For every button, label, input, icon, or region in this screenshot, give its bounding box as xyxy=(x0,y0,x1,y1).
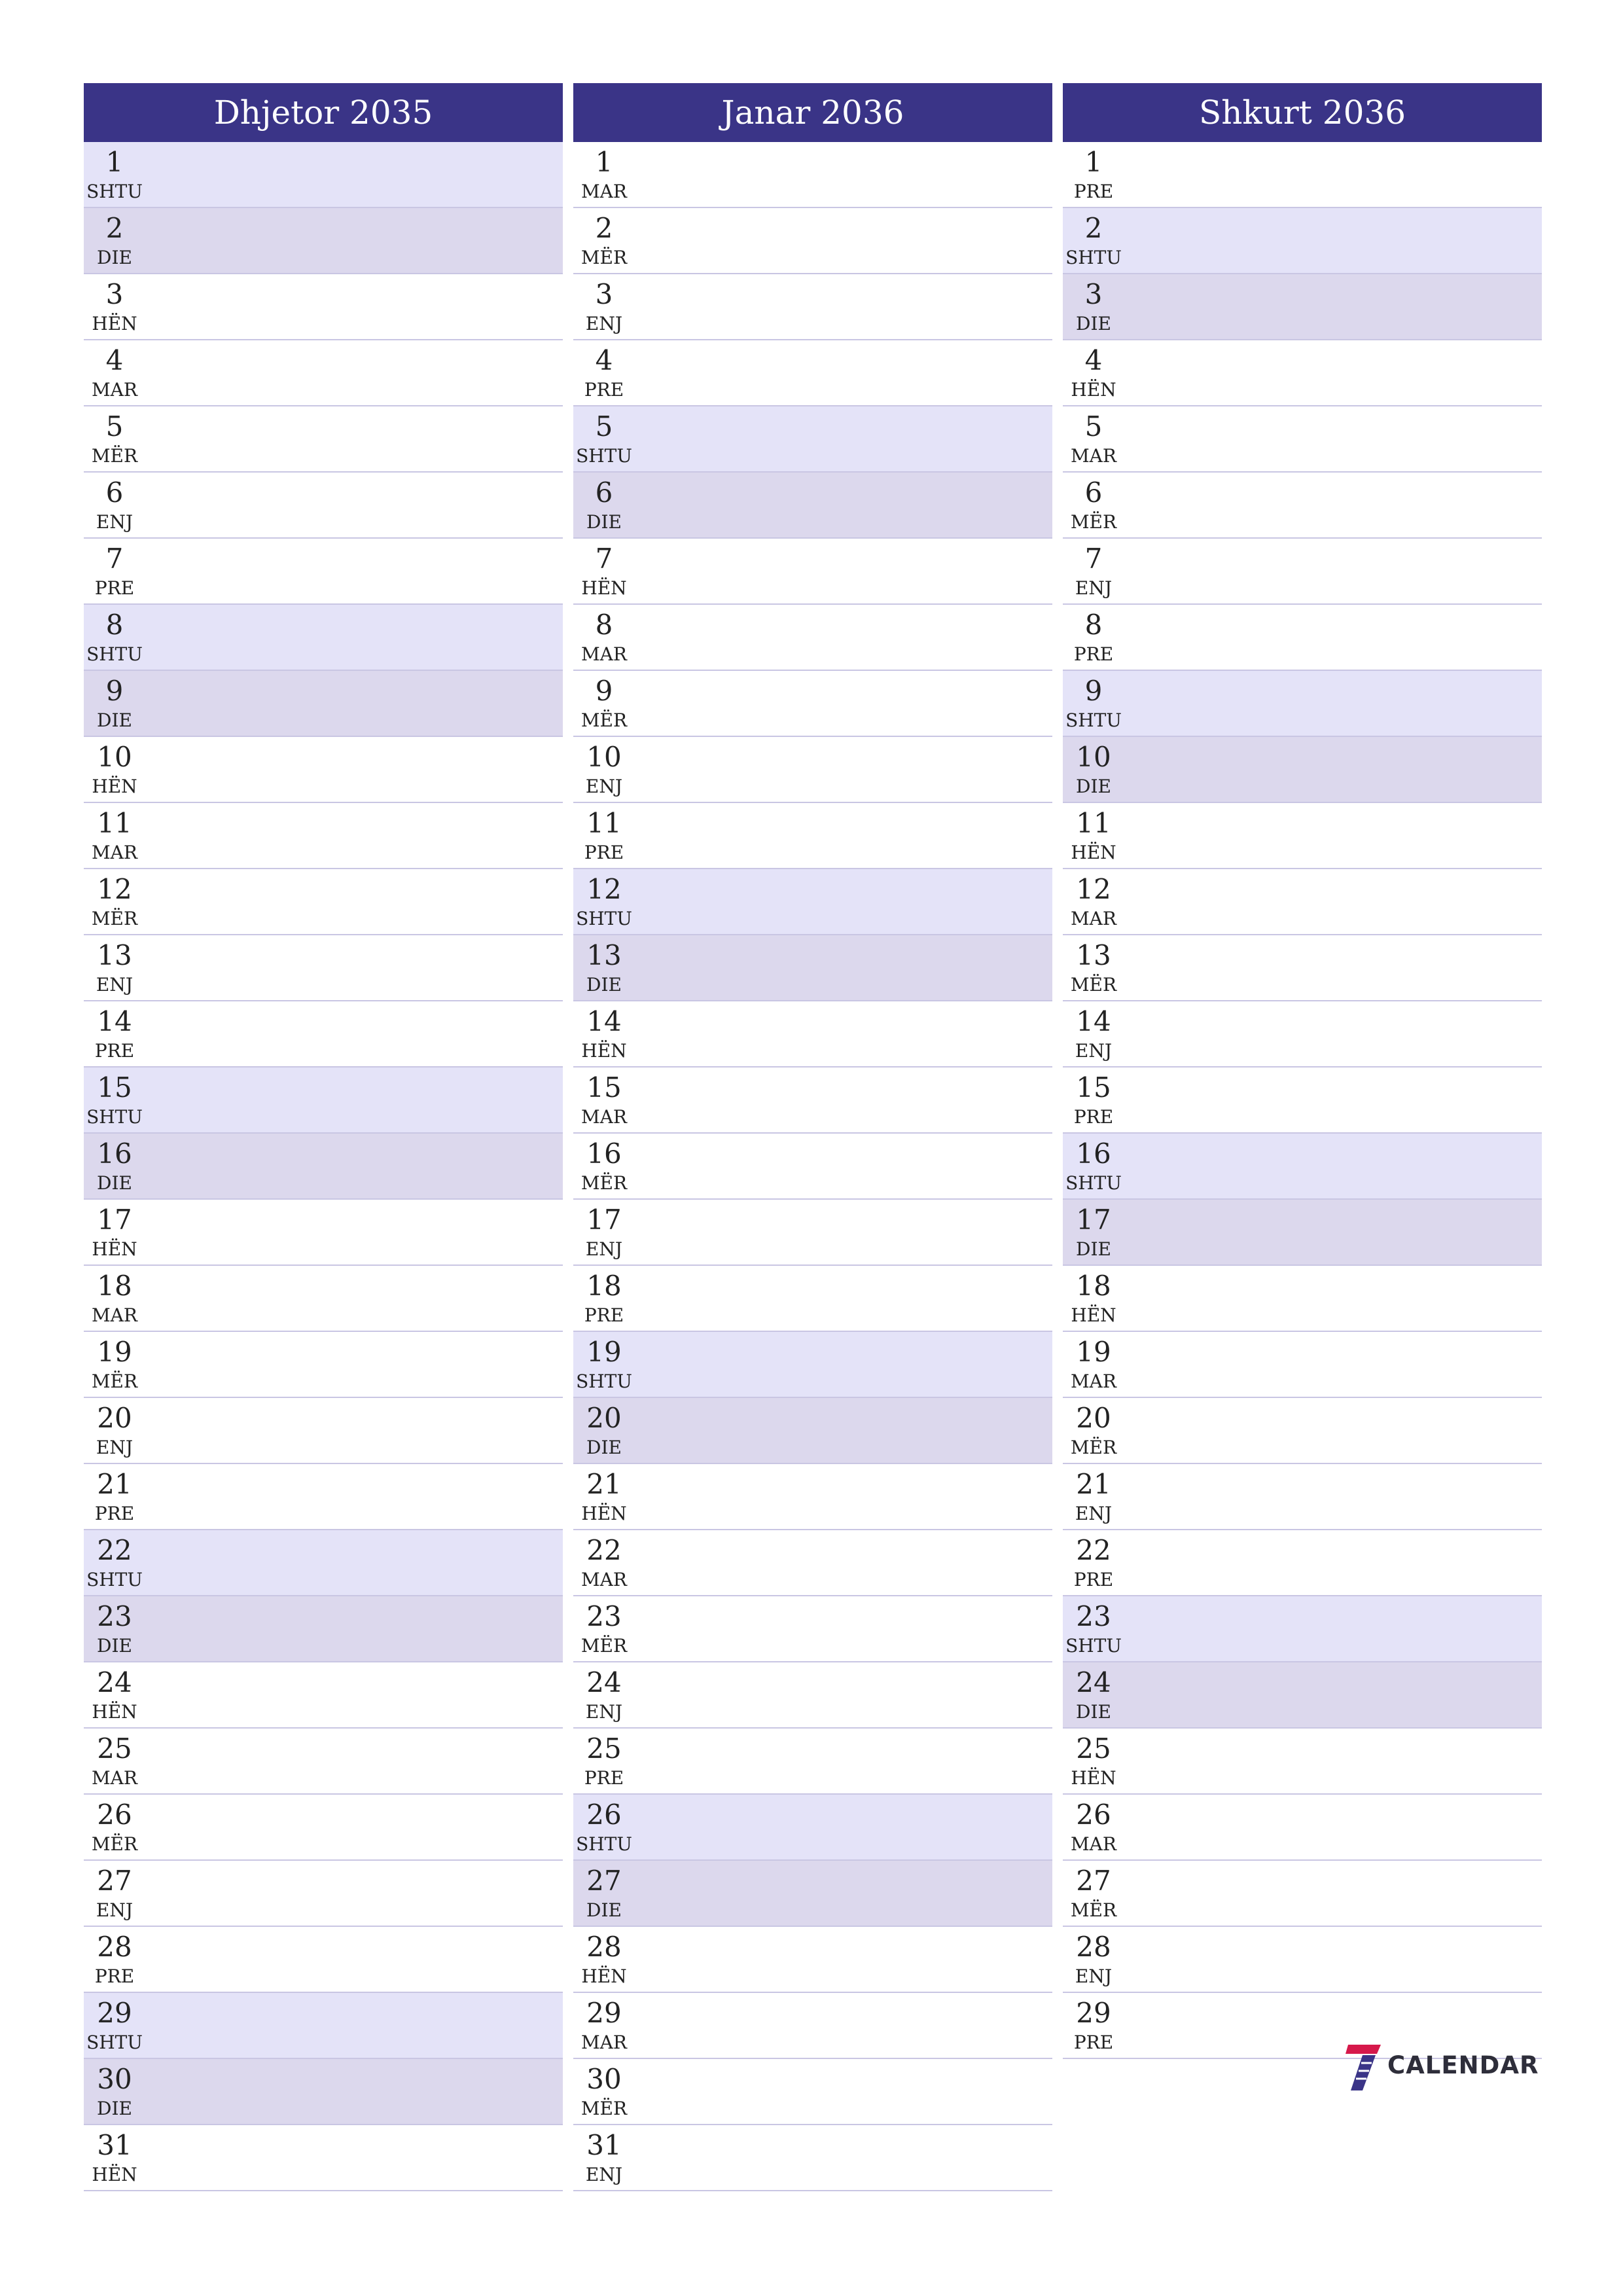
day-number: 12 xyxy=(97,873,132,905)
day-row xyxy=(573,208,1052,274)
day-number: 6 xyxy=(595,476,613,509)
day-row xyxy=(573,737,1052,803)
weekday-label: PRE xyxy=(1073,1106,1114,1128)
weekday-label: MËR xyxy=(91,445,138,467)
day-row xyxy=(573,1266,1052,1332)
month-title: Janar 2036 xyxy=(573,83,1052,142)
day-row xyxy=(84,142,563,208)
weekday-label: ENJ xyxy=(585,313,623,334)
day-number: 15 xyxy=(586,1071,622,1103)
weekday-label: HËN xyxy=(92,313,137,334)
weekday-label: PRE xyxy=(1073,643,1114,665)
day-number: 30 xyxy=(97,2063,132,2095)
weekday-label: MAR xyxy=(1071,445,1116,467)
day-row xyxy=(573,2059,1052,2125)
day-row xyxy=(84,1662,563,1729)
day-number: 29 xyxy=(586,1997,622,2029)
weekday-label: MËR xyxy=(1070,1437,1117,1458)
weekday-label: SHTU xyxy=(86,2032,143,2053)
day-number: 23 xyxy=(97,1600,132,1632)
weekday-label: SHTU xyxy=(86,1106,143,1128)
weekday-label: PRE xyxy=(584,1304,624,1326)
day-row xyxy=(84,473,563,539)
day-number: 2 xyxy=(1084,212,1103,244)
weekday-label: MËR xyxy=(580,1172,628,1194)
day-row xyxy=(573,1927,1052,1993)
day-row xyxy=(84,935,563,1001)
day-number: 31 xyxy=(97,2129,132,2161)
day-number: 11 xyxy=(586,807,622,839)
day-number: 30 xyxy=(586,2063,622,2095)
day-row xyxy=(84,869,563,935)
weekday-label: MAR xyxy=(581,1569,627,1590)
day-row xyxy=(1063,1067,1542,1134)
day-row xyxy=(84,803,563,869)
day-row xyxy=(1063,671,1542,737)
day-number: 13 xyxy=(586,939,622,971)
day-number: 20 xyxy=(1076,1402,1111,1434)
day-row xyxy=(1063,1464,1542,1530)
day-number: 26 xyxy=(97,1799,132,1831)
day-number: 17 xyxy=(586,1204,622,1236)
day-number: 29 xyxy=(1076,1997,1111,2029)
weekday-label: MAR xyxy=(1071,1371,1116,1392)
day-row xyxy=(84,274,563,340)
day-number: 3 xyxy=(595,278,613,310)
weekday-label: MAR xyxy=(1071,908,1116,929)
day-row xyxy=(1063,539,1542,605)
weekday-label: HËN xyxy=(581,577,627,599)
day-number: 28 xyxy=(1076,1931,1111,1963)
day-row xyxy=(84,1795,563,1861)
weekday-label: HËN xyxy=(92,1238,137,1260)
weekday-label: DIE xyxy=(1076,776,1111,797)
day-number: 16 xyxy=(586,1138,622,1170)
weekday-label: DIE xyxy=(586,1437,622,1458)
day-row xyxy=(1063,869,1542,935)
weekday-label: SHTU xyxy=(1065,1635,1122,1657)
day-number: 21 xyxy=(97,1468,132,1500)
day-row xyxy=(84,340,563,406)
day-number: 10 xyxy=(1076,741,1111,773)
day-row xyxy=(573,1134,1052,1200)
weekday-label: SHTU xyxy=(576,1833,632,1855)
day-row xyxy=(84,1200,563,1266)
day-row xyxy=(1063,473,1542,539)
weekday-label: DIE xyxy=(1076,1238,1111,1260)
day-row xyxy=(573,1729,1052,1795)
day-number: 7 xyxy=(595,543,613,575)
day-row xyxy=(1063,605,1542,671)
day-number: 26 xyxy=(586,1799,622,1831)
day-number: 22 xyxy=(586,1534,622,1566)
day-number: 1 xyxy=(1084,146,1103,178)
day-row xyxy=(84,1398,563,1464)
day-row xyxy=(84,1927,563,1993)
day-number: 14 xyxy=(97,1005,132,1037)
weekday-label: MAR xyxy=(92,1304,137,1326)
weekday-label: HËN xyxy=(92,1701,137,1723)
day-row xyxy=(573,1464,1052,1530)
day-number: 24 xyxy=(586,1666,622,1698)
weekday-label: MËR xyxy=(580,1635,628,1657)
day-number: 9 xyxy=(595,675,613,707)
weekday-label: SHTU xyxy=(576,1371,632,1392)
weekday-label: DIE xyxy=(97,2098,132,2119)
weekday-label: MËR xyxy=(580,709,628,731)
day-row xyxy=(573,803,1052,869)
weekday-label: SHTU xyxy=(1065,709,1122,731)
day-number: 5 xyxy=(595,410,613,442)
day-number: 4 xyxy=(105,344,124,376)
day-number: 22 xyxy=(97,1534,132,1566)
day-row xyxy=(573,1332,1052,1398)
day-row xyxy=(84,671,563,737)
day-number: 17 xyxy=(97,1204,132,1236)
day-row xyxy=(84,1134,563,1200)
day-number: 5 xyxy=(105,410,124,442)
day-list xyxy=(1063,142,1542,2059)
day-number: 18 xyxy=(1076,1270,1111,1302)
day-row xyxy=(84,1266,563,1332)
day-row xyxy=(1063,1200,1542,1266)
weekday-label: PRE xyxy=(94,577,135,599)
weekday-label: PRE xyxy=(94,1503,135,1524)
day-number: 27 xyxy=(586,1865,622,1897)
weekday-label: ENJ xyxy=(96,974,134,996)
day-row xyxy=(84,1067,563,1134)
weekday-label: SHTU xyxy=(86,1569,143,1590)
weekday-label: MËR xyxy=(1070,974,1117,996)
day-number: 18 xyxy=(586,1270,622,1302)
day-number: 4 xyxy=(595,344,613,376)
day-row xyxy=(1063,1729,1542,1795)
weekday-label: PRE xyxy=(94,1040,135,1062)
weekday-label: MAR xyxy=(92,379,137,401)
day-number: 12 xyxy=(586,873,622,905)
month-column-february xyxy=(1063,83,1542,2059)
weekday-label: HËN xyxy=(1071,379,1116,401)
day-row xyxy=(573,473,1052,539)
day-row xyxy=(84,1993,563,2059)
day-number: 25 xyxy=(586,1732,622,1765)
day-row xyxy=(573,340,1052,406)
day-row xyxy=(1063,1861,1542,1927)
day-row xyxy=(573,1067,1052,1134)
day-row xyxy=(84,1464,563,1530)
day-row xyxy=(1063,340,1542,406)
weekday-label: HËN xyxy=(92,2164,137,2185)
weekday-label: PRE xyxy=(1073,2032,1114,2053)
calendar-logo xyxy=(1343,2041,1539,2093)
day-row xyxy=(1063,1398,1542,1464)
weekday-label: ENJ xyxy=(96,1899,134,1921)
day-number: 23 xyxy=(586,1600,622,1632)
day-number: 25 xyxy=(97,1732,132,1765)
month-title: Shkurt 2036 xyxy=(1063,83,1542,142)
day-number: 17 xyxy=(1076,1204,1111,1236)
weekday-label: DIE xyxy=(586,974,622,996)
day-row xyxy=(1063,208,1542,274)
day-number: 8 xyxy=(105,609,124,641)
day-row xyxy=(1063,1530,1542,1596)
weekday-label: ENJ xyxy=(96,511,134,533)
weekday-label: ENJ xyxy=(585,1238,623,1260)
day-number: 19 xyxy=(1076,1336,1111,1368)
weekday-label: PRE xyxy=(584,842,624,863)
weekday-label: HËN xyxy=(581,1040,627,1062)
day-row xyxy=(573,671,1052,737)
day-row xyxy=(1063,803,1542,869)
day-number: 4 xyxy=(1084,344,1103,376)
day-row xyxy=(573,2125,1052,2191)
day-number: 27 xyxy=(1076,1865,1111,1897)
day-row xyxy=(84,605,563,671)
day-number: 15 xyxy=(97,1071,132,1103)
day-row xyxy=(573,1200,1052,1266)
day-row xyxy=(1063,1927,1542,1993)
weekday-label: ENJ xyxy=(585,1701,623,1723)
day-number: 22 xyxy=(1076,1534,1111,1566)
weekday-label: PRE xyxy=(1073,1569,1114,1590)
day-number: 18 xyxy=(97,1270,132,1302)
day-row xyxy=(84,2125,563,2191)
day-number: 20 xyxy=(97,1402,132,1434)
day-number: 12 xyxy=(1076,873,1111,905)
day-row xyxy=(1063,1134,1542,1200)
weekday-label: HËN xyxy=(581,1965,627,1987)
weekday-label: SHTU xyxy=(1065,247,1122,268)
day-number: 21 xyxy=(586,1468,622,1500)
day-row xyxy=(1063,142,1542,208)
day-number: 2 xyxy=(105,212,124,244)
month-title: Dhjetor 2035 xyxy=(84,83,563,142)
day-number: 28 xyxy=(586,1931,622,1963)
day-row xyxy=(84,737,563,803)
day-row xyxy=(1063,935,1542,1001)
day-row xyxy=(1063,737,1542,803)
weekday-label: MAR xyxy=(581,1106,627,1128)
weekday-label: DIE xyxy=(1076,1701,1111,1723)
day-number: 15 xyxy=(1076,1071,1111,1103)
weekday-label: ENJ xyxy=(1075,1503,1113,1524)
weekday-label: SHTU xyxy=(86,181,143,202)
weekday-label: MAR xyxy=(92,1767,137,1789)
day-number: 14 xyxy=(586,1005,622,1037)
weekday-label: MËR xyxy=(1070,511,1117,533)
day-row xyxy=(573,539,1052,605)
day-row xyxy=(573,605,1052,671)
weekday-label: DIE xyxy=(586,511,622,533)
day-number: 6 xyxy=(1084,476,1103,509)
weekday-label: MËR xyxy=(91,1371,138,1392)
day-list xyxy=(84,142,563,2191)
day-row xyxy=(84,1596,563,1662)
weekday-label: DIE xyxy=(97,709,132,731)
day-row xyxy=(1063,1266,1542,1332)
weekday-label: MAR xyxy=(581,2032,627,2053)
weekday-label: DIE xyxy=(97,247,132,268)
day-number: 2 xyxy=(595,212,613,244)
weekday-label: DIE xyxy=(97,1172,132,1194)
weekday-label: MËR xyxy=(580,2098,628,2119)
weekday-label: HËN xyxy=(1071,1767,1116,1789)
weekday-label: MAR xyxy=(92,842,137,863)
weekday-label: ENJ xyxy=(1075,1965,1113,1987)
day-number: 5 xyxy=(1084,410,1103,442)
day-number: 25 xyxy=(1076,1732,1111,1765)
day-number: 24 xyxy=(1076,1666,1111,1698)
day-number: 7 xyxy=(1084,543,1103,575)
weekday-label: DIE xyxy=(586,1899,622,1921)
weekday-label: PRE xyxy=(1073,181,1114,202)
day-row xyxy=(573,274,1052,340)
day-number: 24 xyxy=(97,1666,132,1698)
day-number: 3 xyxy=(105,278,124,310)
day-row xyxy=(1063,1001,1542,1067)
day-row xyxy=(84,1332,563,1398)
day-number: 11 xyxy=(97,807,132,839)
weekday-label: PRE xyxy=(94,1965,135,1987)
weekday-label: MËR xyxy=(91,908,138,929)
weekday-label: PRE xyxy=(584,379,624,401)
day-number: 13 xyxy=(97,939,132,971)
weekday-label: HËN xyxy=(1071,1304,1116,1326)
day-list xyxy=(573,142,1052,2191)
day-row xyxy=(573,1861,1052,1927)
day-number: 10 xyxy=(97,741,132,773)
day-row xyxy=(84,406,563,473)
weekday-label: DIE xyxy=(97,1635,132,1657)
day-number: 14 xyxy=(1076,1005,1111,1037)
day-row xyxy=(573,1530,1052,1596)
day-row xyxy=(1063,406,1542,473)
weekday-label: MAR xyxy=(581,181,627,202)
day-number: 9 xyxy=(1084,675,1103,707)
weekday-label: ENJ xyxy=(585,776,623,797)
seven-calendar-logo-icon xyxy=(1343,2041,1382,2093)
day-row xyxy=(1063,1662,1542,1729)
day-row xyxy=(573,1596,1052,1662)
weekday-label: ENJ xyxy=(1075,1040,1113,1062)
day-row xyxy=(573,406,1052,473)
logo-wordmark: CALENDAR xyxy=(1387,2051,1539,2079)
day-row xyxy=(573,142,1052,208)
day-row xyxy=(84,1729,563,1795)
weekday-label: SHTU xyxy=(576,908,632,929)
weekday-label: HËN xyxy=(581,1503,627,1524)
day-number: 29 xyxy=(97,1997,132,2029)
day-row xyxy=(84,2059,563,2125)
day-number: 1 xyxy=(105,146,124,178)
day-row xyxy=(573,935,1052,1001)
day-number: 16 xyxy=(97,1138,132,1170)
weekday-label: PRE xyxy=(584,1767,624,1789)
day-row xyxy=(1063,1795,1542,1861)
weekday-label: SHTU xyxy=(86,643,143,665)
weekday-label: ENJ xyxy=(585,2164,623,2185)
weekday-label: MËR xyxy=(91,1833,138,1855)
weekday-label: ENJ xyxy=(96,1437,134,1458)
day-number: 7 xyxy=(105,543,124,575)
day-number: 19 xyxy=(97,1336,132,1368)
month-column-january xyxy=(573,83,1052,2191)
day-row xyxy=(84,1001,563,1067)
day-number: 16 xyxy=(1076,1138,1111,1170)
day-number: 11 xyxy=(1076,807,1111,839)
day-row xyxy=(573,1795,1052,1861)
day-number: 1 xyxy=(595,146,613,178)
day-row xyxy=(84,539,563,605)
day-number: 28 xyxy=(97,1931,132,1963)
day-number: 23 xyxy=(1076,1600,1111,1632)
weekday-label: DIE xyxy=(1076,313,1111,334)
day-number: 10 xyxy=(586,741,622,773)
day-number: 19 xyxy=(586,1336,622,1368)
weekday-label: ENJ xyxy=(1075,577,1113,599)
day-row xyxy=(573,869,1052,935)
day-row xyxy=(1063,1596,1542,1662)
day-row xyxy=(573,1001,1052,1067)
weekday-label: MËR xyxy=(1070,1899,1117,1921)
day-number: 27 xyxy=(97,1865,132,1897)
weekday-label: MAR xyxy=(1071,1833,1116,1855)
weekday-label: SHTU xyxy=(1065,1172,1122,1194)
day-row xyxy=(84,208,563,274)
day-row xyxy=(573,1993,1052,2059)
day-number: 8 xyxy=(1084,609,1103,641)
day-number: 21 xyxy=(1076,1468,1111,1500)
day-number: 13 xyxy=(1076,939,1111,971)
day-row xyxy=(84,1861,563,1927)
day-number: 9 xyxy=(105,675,124,707)
day-row xyxy=(573,1662,1052,1729)
day-row xyxy=(1063,1332,1542,1398)
weekday-label: MËR xyxy=(580,247,628,268)
day-row xyxy=(1063,274,1542,340)
month-column-december xyxy=(84,83,563,2191)
weekday-label: HËN xyxy=(1071,842,1116,863)
weekday-label: MAR xyxy=(581,643,627,665)
day-number: 20 xyxy=(586,1402,622,1434)
day-number: 6 xyxy=(105,476,124,509)
day-number: 3 xyxy=(1084,278,1103,310)
day-number: 31 xyxy=(586,2129,622,2161)
day-row xyxy=(84,1530,563,1596)
weekday-label: SHTU xyxy=(576,445,632,467)
day-row xyxy=(573,1398,1052,1464)
day-number: 8 xyxy=(595,609,613,641)
weekday-label: HËN xyxy=(92,776,137,797)
day-number: 26 xyxy=(1076,1799,1111,1831)
